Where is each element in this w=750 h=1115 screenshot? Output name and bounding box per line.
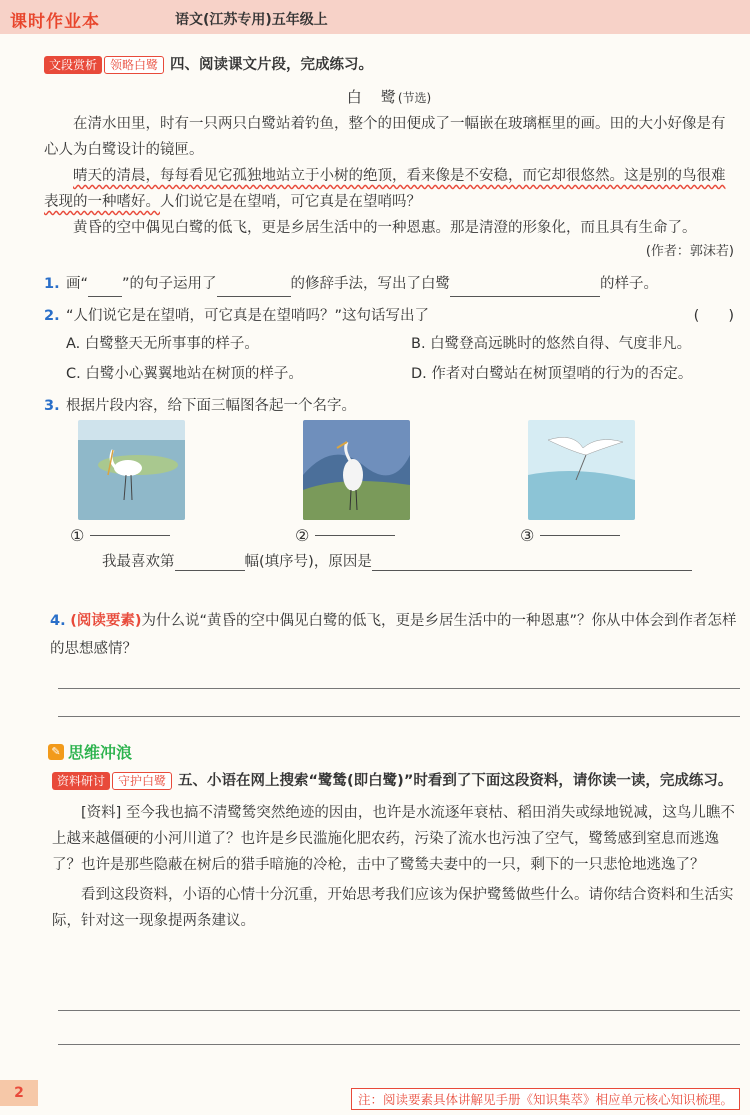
option-b[interactable]: B. 白鹭登高远眺时的悠然自得、气度非凡。 [411,336,692,352]
passage-para-1: 在清水田里，时有一只两只白鹭站着钓鱼，整个的田便成了一幅嵌在玻璃框里的画。田的大小好像是有心人为白鹭设计的镜匣。 [44,116,726,158]
brand-title: 课时作业本 [10,12,100,32]
answer-blank[interactable] [450,296,600,297]
option-c[interactable]: C. 白鹭小心翼翼地站在树顶的样子。 [66,366,303,382]
section-tag-2: 守护白鹭 [112,772,172,790]
prompt-text: 看到这段资料，小语的心情十分沉重，开始思考我们应该为保护鹭鸶做些什么。请你结合资料和生活实际，针对这一现象提两条建议。 [52,887,734,929]
subject-title: 语文(江苏专用)五年级上 [175,12,328,28]
pencil-icon: ✎ [48,744,64,760]
answer-line[interactable] [58,1044,740,1045]
section-title: 五、小语在网上搜索“鹭鸶(即白鹭)”时看到了下面这段资料，请你读一读，完成练习。 [178,773,733,789]
answer-line[interactable] [58,716,740,717]
answer-blank[interactable] [175,570,245,571]
section-5 [52,768,742,934]
passage-para-2: 晴天的清晨，每每看见它孤独地站立于小树的绝顶，看来像是不安稳，而它却很悠然。这是别的鸟很难表现的一种嗜好。人们说它是在望哨，可它真是在望哨吗？ [44,168,726,210]
answer-blank[interactable] [540,535,620,536]
egret-picture-3 [528,420,635,520]
egret-picture-2 [303,420,410,520]
section-title: 四、阅读课文片段，完成练习。 [170,57,374,73]
section-4 [44,52,734,419]
material-text: [资料] 至今我也搞不清鹭鸶突然绝迹的因由，也许是水流逐年衰枯、稻田消失或绿地锐减，这鸟儿瞧不上越来越僵硬的小河川道了？也许是乡民滥施化肥农药，污染了流水也污浊了空气，鹭鸶感到窒息而逃逸了？也许是那些隐蔽在树后的猎手暗施的冷枪，击中了鹭鸶夫妻中的一只，剩下的一只悲怆地逃逸了？ [52,805,735,873]
top-banner [0,0,750,34]
answer-blank[interactable] [372,570,692,571]
section-tag-1: 文段赏析 [44,56,102,74]
question-4: 4. (阅读要素)为什么说“黄昏的空中偶见白鹭的低飞，更是乡居生活中的一种恩惠”？你从中体会到作者怎样的思想感情？ [50,613,737,657]
author: (作者：郭沫若) [645,244,734,259]
page-number: 2 [0,1080,38,1106]
question-1: 1. 画“ ”的句子运用了 的修辞手法，写出了白鹭 的样子。 [44,271,734,297]
question-3: 3. 根据片段内容，给下面三幅图各起一个名字。 [44,398,356,414]
question-2-options [66,331,734,387]
think-title: 思维冲浪 [68,743,133,762]
egret-pictures [78,420,738,530]
option-a[interactable]: A. 白鹭整天无所事事的样子。 [66,336,259,352]
think-header [48,740,132,763]
answer-blank[interactable] [315,535,395,536]
answer-blank[interactable] [217,296,291,297]
answer-line[interactable] [58,688,740,689]
footer-note: 注：阅读要素具体讲解见手册《知识集萃》相应单元核心知识梳理。 [351,1088,740,1110]
answer-blank[interactable] [88,296,122,297]
wavy-sentence: 晴天的清晨，每每看见它孤独地站立于小树的绝顶，看来像是不安稳，而它却很悠然。这是别的鸟很难表现的一种嗜好。 [44,168,726,210]
passage-title: 白 鹭(节选) [346,88,432,106]
reading-tag: (阅读要素) [70,613,142,629]
passage-para-3: 黄昏的空中偶见白鹭的低飞，更是乡居生活中的一种恩惠。那是清澄的形象化，而且具有生命了。 [73,220,697,236]
section-tag-2: 领略白鹭 [104,56,164,74]
section-tag-1: 资料研讨 [52,772,110,790]
answer-line[interactable] [58,1010,740,1011]
egret-picture-1 [78,420,185,520]
answer-blank[interactable] [90,535,170,536]
answer-paren[interactable]: ( ) [693,308,734,324]
question-2: 2. “人们说它是在望哨，可它真是在望哨吗？”这句话写出了 ( ) [44,303,734,329]
option-d[interactable]: D. 作者对白鹭站在树顶望哨的行为的否定。 [411,366,693,382]
favorite-line: 我最喜欢第 幅(填序号)，原因是 [102,550,692,571]
